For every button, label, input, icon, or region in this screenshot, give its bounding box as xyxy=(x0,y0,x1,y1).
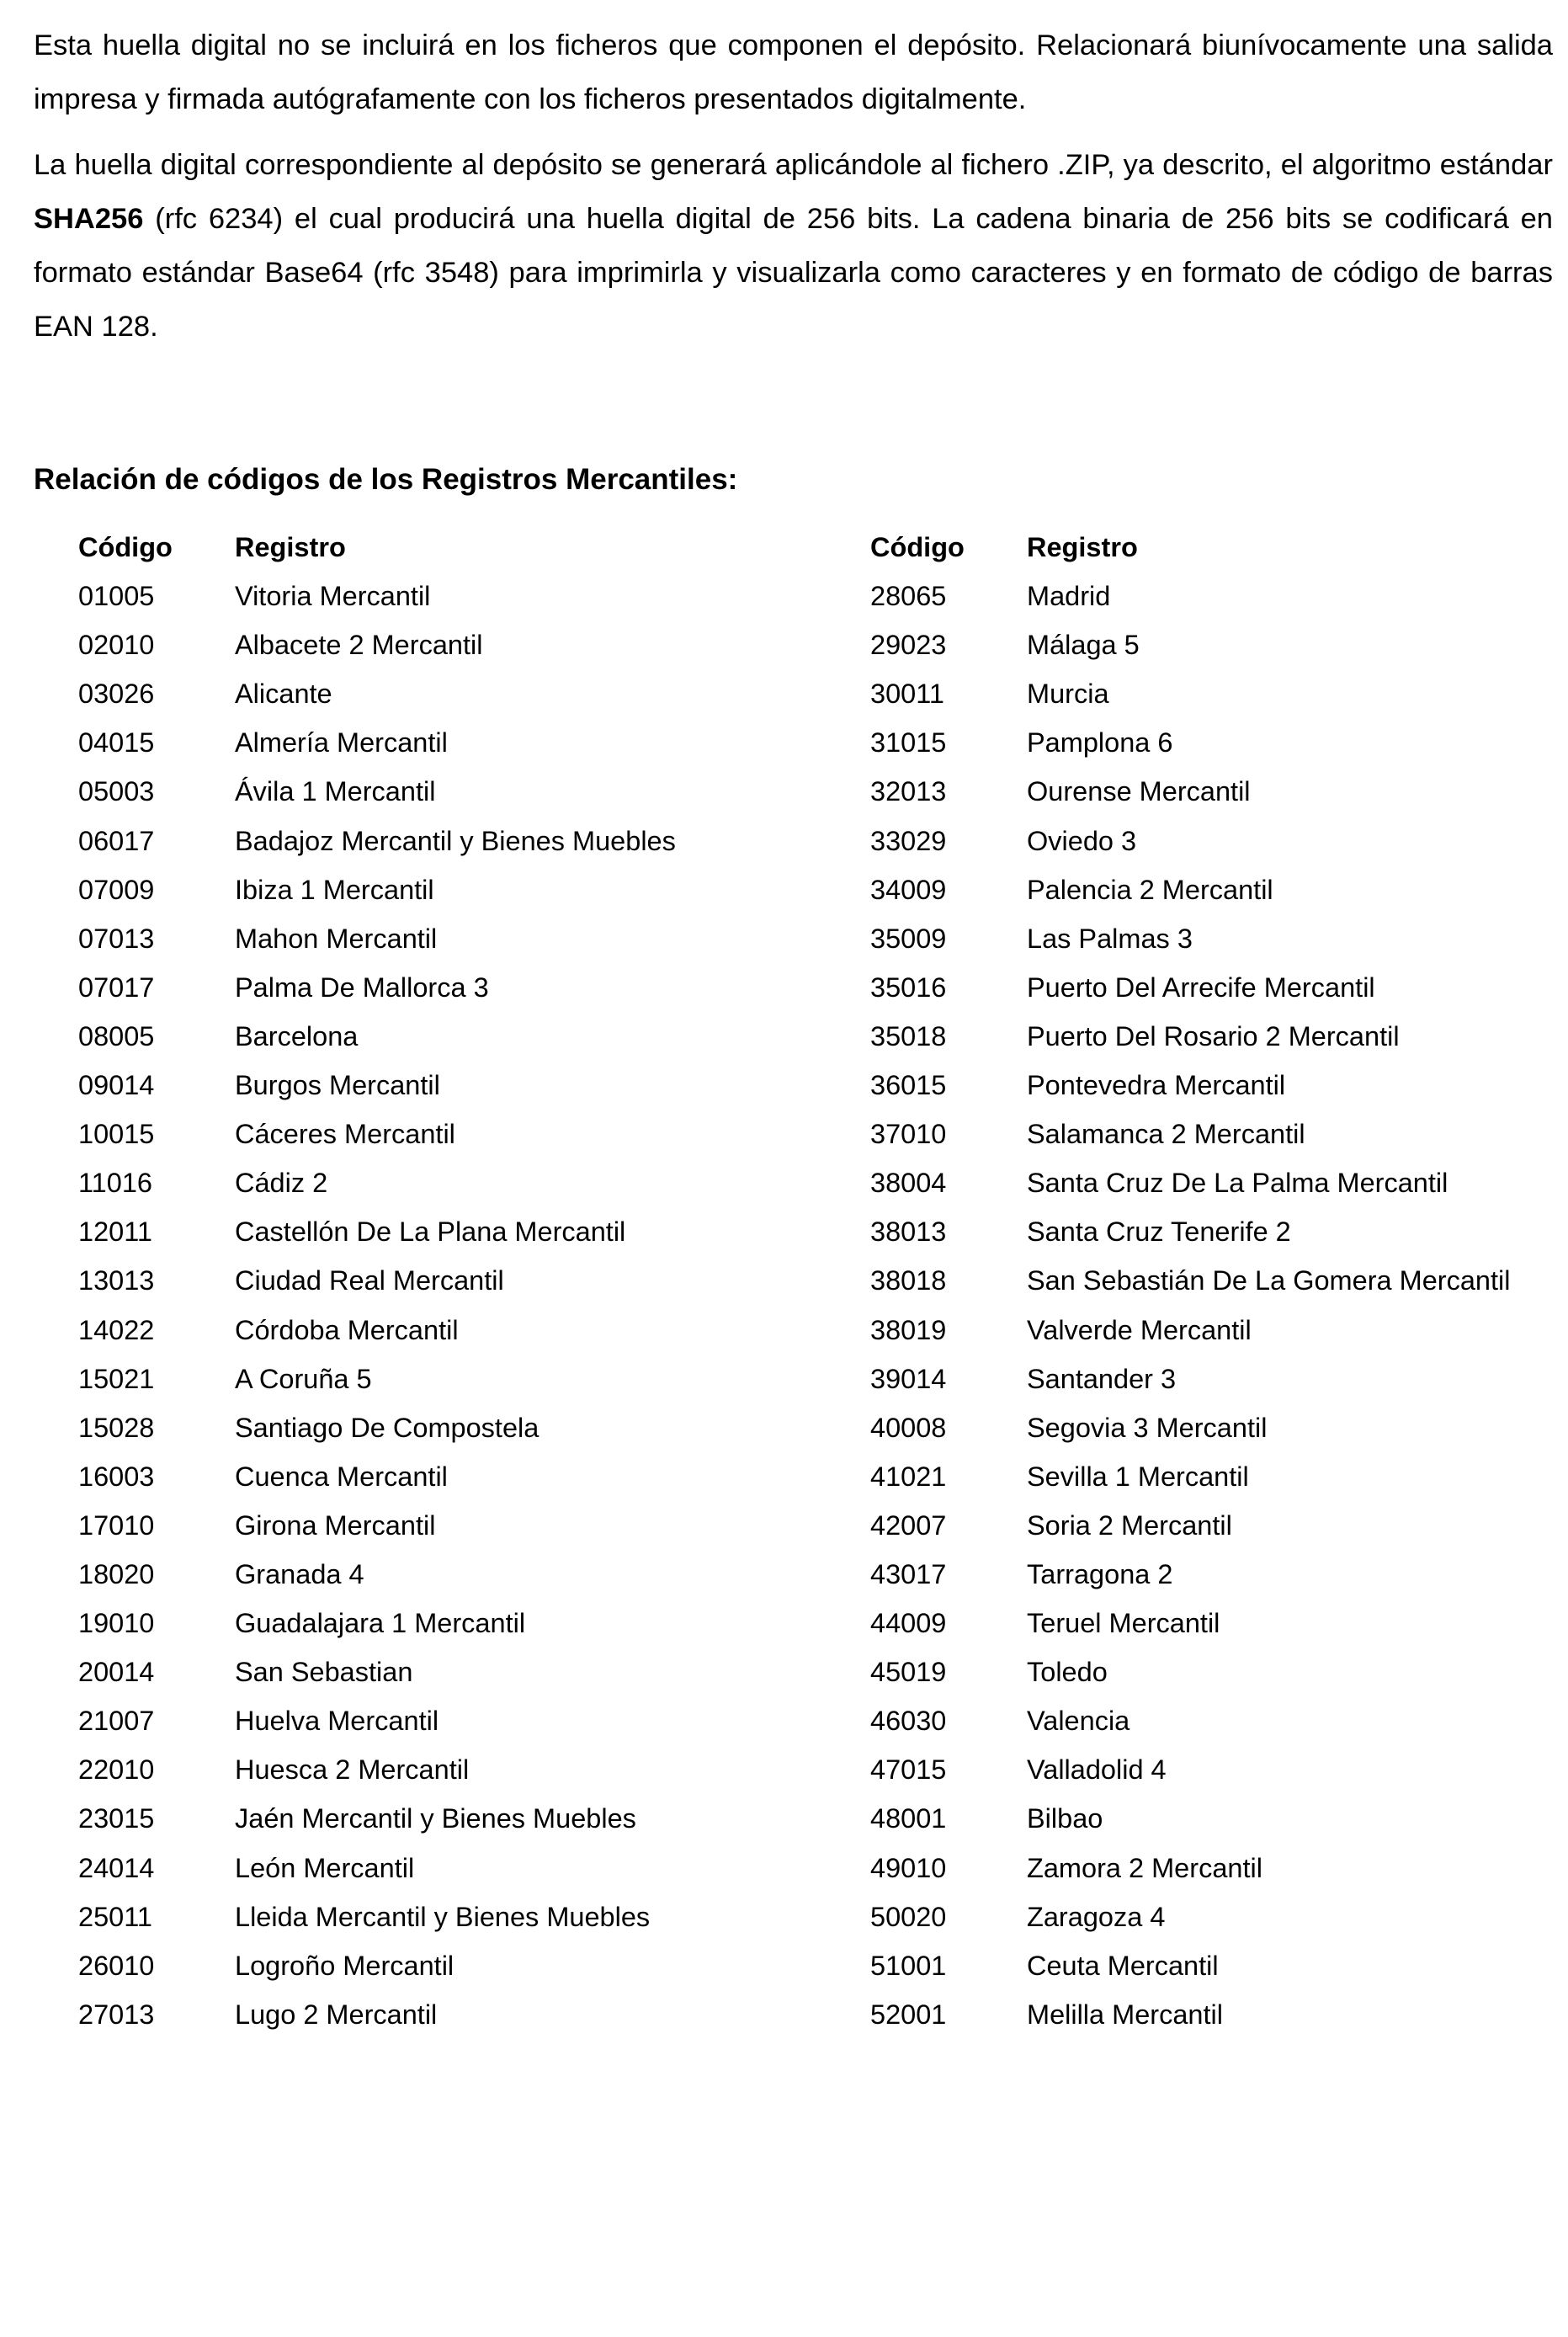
table-row xyxy=(870,1458,1568,1507)
registry-code: 07013 xyxy=(78,923,155,954)
registry-code: 04015 xyxy=(78,727,155,759)
registry-code: 31015 xyxy=(870,727,947,759)
registry-name: Cáceres Mercantil xyxy=(235,1119,455,1150)
registry-name: Melilla Mercantil xyxy=(1027,1999,1223,2030)
registry-name: Málaga 5 xyxy=(1027,630,1140,661)
registry-name: Segovia 3 Mercantil xyxy=(1027,1412,1268,1443)
registry-name: Lugo 2 Mercantil xyxy=(235,1999,438,2030)
table-row xyxy=(78,1898,836,1947)
registry-code: 38018 xyxy=(870,1265,947,1296)
table-row xyxy=(870,1947,1568,1996)
table-row xyxy=(870,1312,1568,1360)
registry-name: Oviedo 3 xyxy=(1027,825,1137,856)
registry-name: Salamanca 2 Mercantil xyxy=(1027,1119,1305,1150)
registry-name: Bilbao xyxy=(1027,1803,1103,1834)
registry-name: Puerto Del Arrecife Mercantil xyxy=(1027,972,1375,1003)
table-row xyxy=(78,1312,836,1360)
table-row xyxy=(78,675,836,724)
table-row xyxy=(870,1605,1568,1653)
table-row xyxy=(78,1507,836,1556)
registry-name: San Sebastián De La Gomera Mercantil xyxy=(1027,1265,1511,1296)
registry-code: 45019 xyxy=(870,1657,947,1688)
registry-column-header: Registro xyxy=(235,532,346,562)
registry-code: 19010 xyxy=(78,1608,155,1639)
table-row xyxy=(870,1115,1568,1164)
table-row xyxy=(870,920,1568,969)
intro-paragraph-1: Esta huella digital no se incluirá en los ficheros que componen el depósito. Relacionará biunívocamente una salida impresa y firmada autógrafamente con los ficheros presentados digitalmente. xyxy=(34,29,1553,115)
registry-code: 37010 xyxy=(870,1119,947,1150)
table-header-row xyxy=(78,529,836,578)
registry-code: 18020 xyxy=(78,1558,155,1589)
registry-code: 47015 xyxy=(870,1754,947,1786)
registry-name: Badajoz Mercantil y Bienes Muebles xyxy=(235,825,676,856)
registry-code: 02010 xyxy=(78,630,155,661)
registry-code: 23015 xyxy=(78,1803,155,1834)
registry-name: Puerto Del Rosario 2 Mercantil xyxy=(1027,1020,1400,1051)
table-row xyxy=(78,969,836,1018)
table-row xyxy=(870,626,1568,675)
code-column-header: Código xyxy=(78,532,173,562)
registry-code: 26010 xyxy=(78,1950,155,1981)
registry-code: 15028 xyxy=(78,1412,155,1443)
table-row xyxy=(78,626,836,675)
registry-code: 33029 xyxy=(870,825,947,856)
table-row xyxy=(870,1556,1568,1605)
registry-name: Alicante xyxy=(235,679,332,710)
registry-code: 30011 xyxy=(870,679,944,710)
table-row xyxy=(870,1360,1568,1409)
registry-code: 38013 xyxy=(870,1216,947,1248)
document-body xyxy=(34,19,1553,354)
table-row xyxy=(78,1800,836,1849)
registry-name: Ávila 1 Mercantil xyxy=(235,776,436,807)
table-row xyxy=(870,1507,1568,1556)
table-row xyxy=(78,1164,836,1213)
registry-name: Almería Mercantil xyxy=(235,727,448,759)
registry-code: 14022 xyxy=(78,1314,155,1345)
registry-name: San Sebastian xyxy=(235,1657,413,1688)
registry-name: Granada 4 xyxy=(235,1558,364,1589)
registry-name: Castellón De La Plana Mercantil xyxy=(235,1216,626,1248)
table-row xyxy=(870,1213,1568,1262)
registry-name: Barcelona xyxy=(235,1020,359,1051)
registry-code: 50020 xyxy=(870,1901,947,1932)
registry-name: Pontevedra Mercantil xyxy=(1027,1070,1286,1101)
registry-code: 52001 xyxy=(870,1999,947,2030)
table-row xyxy=(78,920,836,969)
registry-code: 01005 xyxy=(78,581,155,612)
registry-code: 35009 xyxy=(870,923,947,954)
registry-code: 24014 xyxy=(78,1852,155,1883)
registry-name: Girona Mercantil xyxy=(235,1509,436,1541)
registry-table-right-column xyxy=(870,529,1568,2045)
registry-code: 42007 xyxy=(870,1509,947,1541)
registry-name: Sevilla 1 Mercantil xyxy=(1027,1461,1249,1492)
table-row xyxy=(870,822,1568,871)
table-row xyxy=(78,1458,836,1507)
registry-name: Albacete 2 Mercantil xyxy=(235,630,483,661)
registry-code: 46030 xyxy=(870,1706,947,1737)
registry-code: 25011 xyxy=(78,1901,152,1932)
registry-name: Tarragona 2 xyxy=(1027,1558,1173,1589)
table-row xyxy=(78,1018,836,1067)
registry-name: Santa Cruz Tenerife 2 xyxy=(1027,1216,1291,1248)
table-row xyxy=(870,1164,1568,1213)
registry-name: Jaén Mercantil y Bienes Muebles xyxy=(235,1803,636,1834)
registry-code: 44009 xyxy=(870,1608,947,1639)
registry-name: Valverde Mercantil xyxy=(1027,1314,1252,1345)
table-row xyxy=(78,1996,836,2045)
registry-name: Toledo xyxy=(1027,1657,1108,1688)
registry-name: Huesca 2 Mercantil xyxy=(235,1754,470,1786)
intro-paragraph-2-end: (rfc 6234) el cual producirá una huella digital de 256 bits. La cadena binaria de 256 bits se codificará en formato estándar Base64 (rfc 3548) para imprimirla y visualizarla como caracteres y en formato de código de barras EAN 128. xyxy=(34,203,1553,343)
registry-name: Vitoria Mercantil xyxy=(235,581,431,612)
table-row xyxy=(870,1898,1568,1947)
registry-code: 03026 xyxy=(78,679,155,710)
code-column-header: Código xyxy=(870,532,965,562)
registry-code: 08005 xyxy=(78,1020,155,1051)
table-row xyxy=(870,773,1568,822)
registry-code: 43017 xyxy=(870,1558,947,1589)
registry-code: 15021 xyxy=(78,1363,155,1394)
registry-name: Las Palmas 3 xyxy=(1027,923,1193,954)
registry-name: León Mercantil xyxy=(235,1852,415,1883)
registry-name: Burgos Mercantil xyxy=(235,1070,440,1101)
registry-name: Palencia 2 Mercantil xyxy=(1027,874,1273,905)
table-row xyxy=(78,1409,836,1458)
registry-table-left-column xyxy=(78,529,836,2045)
table-row xyxy=(78,1605,836,1653)
registry-column-header: Registro xyxy=(1027,532,1138,562)
registry-name: Santander 3 xyxy=(1027,1363,1177,1394)
registry-code: 09014 xyxy=(78,1070,155,1101)
table-row xyxy=(870,1018,1568,1067)
registry-name: Ourense Mercantil xyxy=(1027,776,1251,807)
registry-name: Lleida Mercantil y Bienes Muebles xyxy=(235,1901,651,1932)
registry-name: Santiago De Compostela xyxy=(235,1412,539,1443)
registry-name: Logroño Mercantil xyxy=(235,1950,454,1981)
registry-code: 05003 xyxy=(78,776,155,807)
registry-code: 17010 xyxy=(78,1509,155,1541)
table-row xyxy=(78,1556,836,1605)
intro-paragraph-2-start: La huella digital correspondiente al depósito se generará aplicándole al fichero .ZIP, ya descrito, el algoritmo estándar xyxy=(34,149,1553,181)
registry-name: Ibiza 1 Mercantil xyxy=(235,874,434,905)
registry-code: 07009 xyxy=(78,874,155,905)
table-row xyxy=(78,1653,836,1702)
table-row xyxy=(870,724,1568,773)
registry-code: 38019 xyxy=(870,1314,947,1345)
table-row xyxy=(78,1702,836,1751)
table-row xyxy=(870,1751,1568,1800)
table-row xyxy=(78,1360,836,1409)
table-row xyxy=(870,1262,1568,1311)
registry-name: Valencia xyxy=(1027,1706,1130,1737)
sha256-term: SHA256 xyxy=(34,203,144,235)
registry-name: Ceuta Mercantil xyxy=(1027,1950,1219,1981)
registry-name: Ciudad Real Mercantil xyxy=(235,1265,504,1296)
registry-code: 11016 xyxy=(78,1168,152,1199)
registry-code: 51001 xyxy=(870,1950,947,1981)
table-row xyxy=(870,871,1568,920)
table-row xyxy=(870,1653,1568,1702)
registry-name: Huelva Mercantil xyxy=(235,1706,439,1737)
registry-code: 20014 xyxy=(78,1657,155,1688)
registry-name: Madrid xyxy=(1027,581,1111,612)
registry-code: 07017 xyxy=(78,972,155,1003)
registry-name: Córdoba Mercantil xyxy=(235,1314,459,1345)
table-row xyxy=(870,1067,1568,1115)
table-row xyxy=(78,1751,836,1800)
registry-code: 32013 xyxy=(870,776,947,807)
table-header-row xyxy=(870,529,1568,578)
table-row xyxy=(870,675,1568,724)
table-row xyxy=(78,871,836,920)
table-row xyxy=(78,1947,836,1996)
registry-code: 13013 xyxy=(78,1265,155,1296)
registry-code: 27013 xyxy=(78,1999,155,2030)
table-row xyxy=(78,1115,836,1164)
registry-code: 29023 xyxy=(870,630,947,661)
table-row xyxy=(78,1067,836,1115)
registry-name: Mahon Mercantil xyxy=(235,923,438,954)
registry-name: Cuenca Mercantil xyxy=(235,1461,448,1492)
registry-name: Pamplona 6 xyxy=(1027,727,1173,759)
registry-code: 48001 xyxy=(870,1803,947,1834)
registry-code: 22010 xyxy=(78,1754,155,1786)
registry-code: 06017 xyxy=(78,825,155,856)
table-row xyxy=(870,969,1568,1018)
registry-code: 34009 xyxy=(870,874,947,905)
registry-code: 40008 xyxy=(870,1412,947,1443)
table-row xyxy=(78,822,836,871)
registry-name: Zaragoza 4 xyxy=(1027,1901,1166,1932)
registry-code: 38004 xyxy=(870,1168,947,1199)
table-row xyxy=(78,1262,836,1311)
section-title: Relación de códigos de los Registros Mercantiles: xyxy=(34,463,738,496)
registry-name: Santa Cruz De La Palma Mercantil xyxy=(1027,1168,1448,1199)
table-row xyxy=(78,724,836,773)
registry-code: 49010 xyxy=(870,1852,947,1883)
registry-name: Valladolid 4 xyxy=(1027,1754,1167,1786)
registry-name: Cádiz 2 xyxy=(235,1168,328,1199)
table-row xyxy=(78,578,836,626)
table-row xyxy=(870,1850,1568,1898)
table-row xyxy=(870,1996,1568,2045)
registry-name: Guadalajara 1 Mercantil xyxy=(235,1608,526,1639)
registry-name: Murcia xyxy=(1027,679,1109,710)
table-row xyxy=(870,1800,1568,1849)
registry-code: 35016 xyxy=(870,972,947,1003)
registry-code: 21007 xyxy=(78,1706,155,1737)
table-row xyxy=(78,773,836,822)
intro-paragraph-2 xyxy=(34,138,1553,354)
registry-name: Palma De Mallorca 3 xyxy=(235,972,489,1003)
table-row xyxy=(870,1409,1568,1458)
registry-code: 36015 xyxy=(870,1070,947,1101)
registry-code: 12011 xyxy=(78,1216,152,1248)
registry-name: A Coruña 5 xyxy=(235,1363,372,1394)
table-row xyxy=(870,1702,1568,1751)
registry-name: Zamora 2 Mercantil xyxy=(1027,1852,1262,1883)
registry-code: 39014 xyxy=(870,1363,947,1394)
table-row xyxy=(870,578,1568,626)
table-row xyxy=(78,1850,836,1898)
registry-code: 35018 xyxy=(870,1020,947,1051)
registry-code: 16003 xyxy=(78,1461,155,1492)
registry-code: 28065 xyxy=(870,581,947,612)
registry-name: Teruel Mercantil xyxy=(1027,1608,1220,1639)
registry-code: 41021 xyxy=(870,1461,947,1492)
registry-code: 10015 xyxy=(78,1119,155,1150)
table-row xyxy=(78,1213,836,1262)
registry-name: Soria 2 Mercantil xyxy=(1027,1509,1232,1541)
